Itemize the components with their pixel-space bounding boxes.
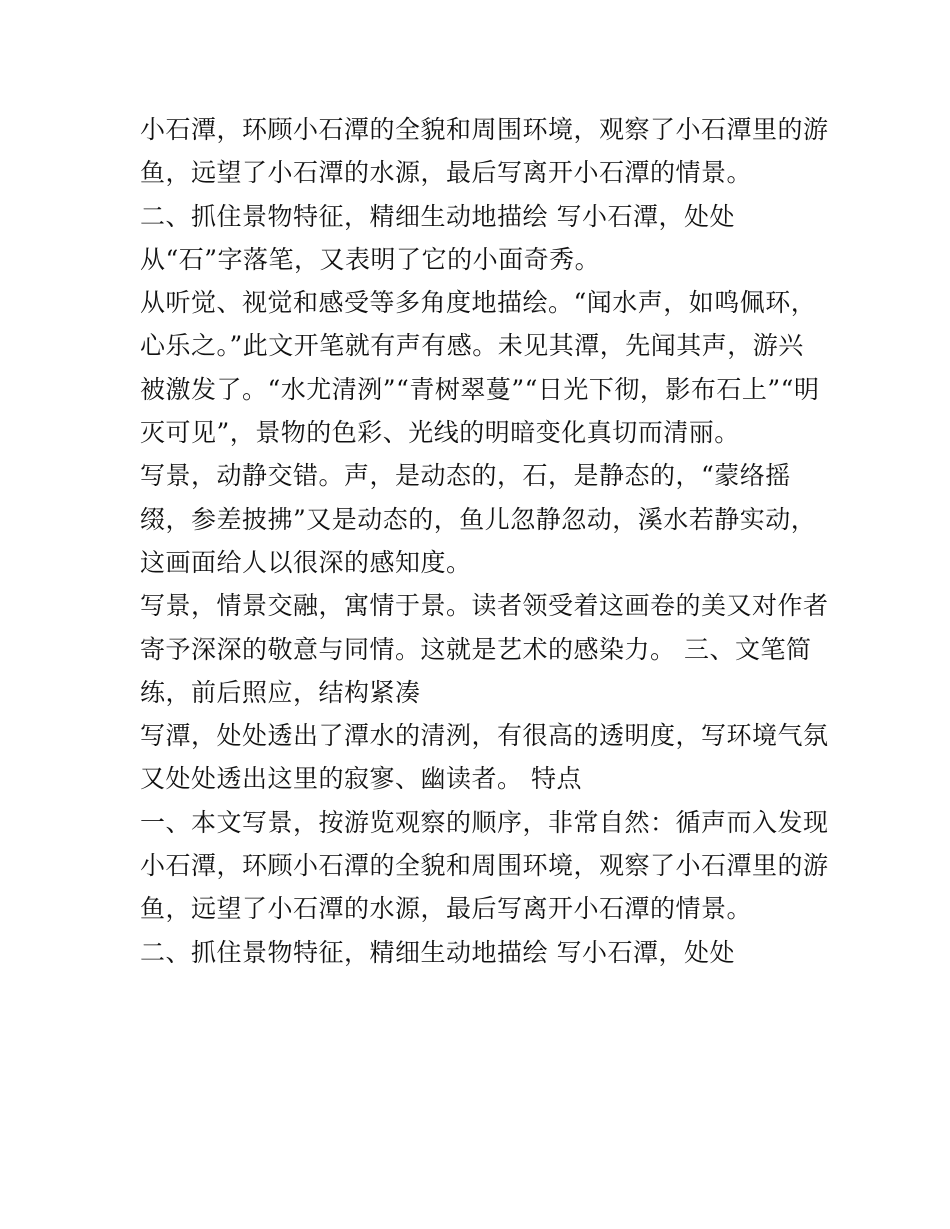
text-line: 二、抓住景物特征，精细生动地描绘 写小石潭，处处	[140, 201, 735, 231]
text-line: 灭可见”，景物的色彩、光线的明暗变化真切而清丽。	[140, 418, 740, 448]
body-text	[140, 108, 830, 974]
text-line: 心乐之。”此文开笔就有声有感。未见其潭，先闻其声，游兴	[140, 331, 804, 361]
text-line: 从听觉、视觉和感受等多角度地描绘。“闻水声，如鸣佩环，	[140, 288, 817, 318]
text-line: 二、抓住景物特征，精细生动地描绘 写小石潭，处处	[140, 937, 735, 967]
text-line: 写潭，处处透出了潭水的清洌，有很高的透明度，写环境气氛	[140, 721, 829, 751]
text-line: 小石潭，环顾小石潭的全貌和周围环境，观察了小石潭里的游	[140, 115, 829, 144]
text-line: 从“石”字落笔，又表明了它的小面奇秀。	[140, 244, 601, 274]
text-line: 写景，情景交融，寓情于景。读者领受着这画卷的美又对作者	[140, 591, 829, 621]
text-line: 小石潭，环顾小石潭的全貌和周围环境，观察了小石潭里的游	[140, 851, 829, 881]
text-line: 鱼，远望了小石潭的水源，最后写离开小石潭的情景。	[140, 158, 753, 188]
text-line: 又处处透出这里的寂寥、幽读者。 特点	[140, 764, 582, 794]
text-line: 被激发了。“水尤清洌”“青树翠蔓”“日光下彻，影布石上”“明	[140, 374, 820, 404]
text-line: 写景，动静交错。声，是动态的，石，是静态的，“蒙络摇	[140, 461, 791, 491]
text-line: 寄予深深的敬意与同情。这就是艺术的感染力。 三、文笔简	[140, 634, 812, 664]
text-line: 缀，参差披拂”又是动态的，鱼儿忽静忽动，溪水若静实动，	[140, 504, 817, 534]
text-line: 鱼，远望了小石潭的水源，最后写离开小石潭的情景。	[140, 894, 753, 924]
text-line: 一、本文写景，按游览观察的顺序，非常自然：循声而入发现	[140, 807, 829, 837]
text-line: 这画面给人以很深的感知度。	[140, 547, 472, 577]
text-line: 练，前后照应，结构紧凑	[140, 677, 421, 707]
